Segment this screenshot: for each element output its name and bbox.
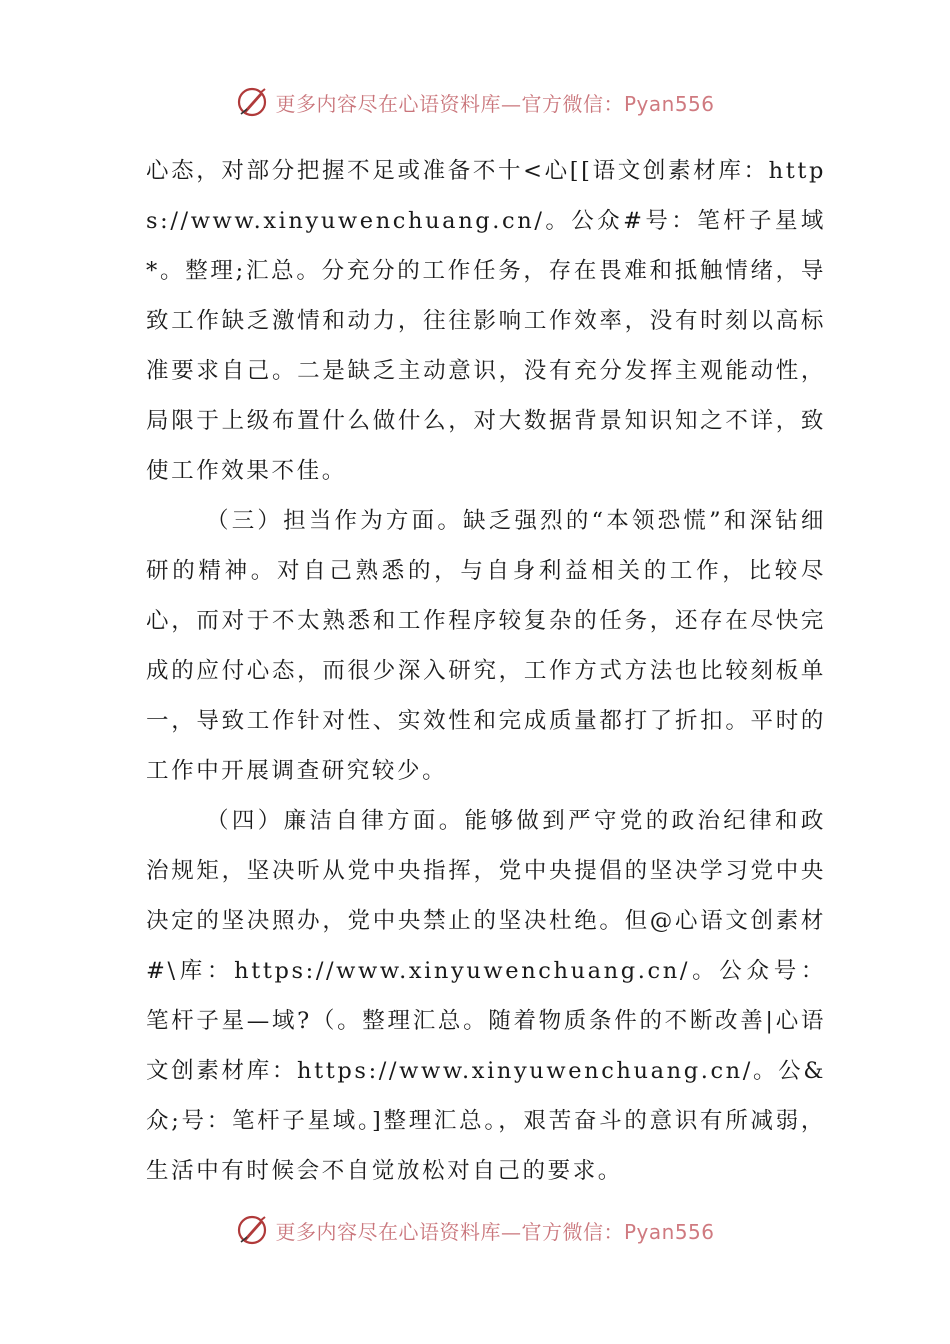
document-body bbox=[146, 146, 826, 1196]
paragraph-1: 心态，对部分把握不足或准备不十<心[[语文创素材库：https://www.xinyuwenchuang.cn/。公众#号：笔杆子星域*。整理;汇总。分充分的工作任务，存在畏难和抵触情绪，导致工作缺乏激情和动力，往往影响工作效率，没有时刻以高标准要求自己。二是缺乏主动意识，没有充分发挥主观能动性，局限于上级布置什么做什么，对大数据背景知识知之不详，致使工作效果不佳。 bbox=[146, 158, 826, 484]
footer-wechat-id: Pyan556 bbox=[623, 1219, 715, 1244]
quill-pen-logo-icon bbox=[235, 85, 269, 119]
footer-banner bbox=[0, 1210, 950, 1250]
header-banner bbox=[0, 82, 950, 122]
header-wechat-id: Pyan556 bbox=[623, 91, 715, 116]
paragraph-2: （三）担当作为方面。缺乏强烈的“本领恐慌”和深钻细研的精神。对自己熟悉的，与自身利益相关的工作，比较尽心，而对于不太熟悉和工作程序较复杂的任务，还存在尽快完成的应付心态，而很少深入研究，工作方式方法也比较刻板单一，导致工作针对性、实效性和完成质量都打了折扣。平时的工作中开展调查研究较少。 bbox=[146, 508, 826, 784]
footer-banner-text: 更多内容尽在心语资料库—官方微信：Pyan556 bbox=[275, 1219, 715, 1244]
quill-pen-logo-icon bbox=[235, 1213, 269, 1247]
header-banner-text: 更多内容尽在心语资料库—官方微信：Pyan556 bbox=[275, 91, 715, 116]
paragraph-3: （四）廉洁自律方面。能够做到严守党的政治纪律和政治规矩，坚决听从党中央指挥，党中央提倡的坚决学习党中央决定的坚决照办，党中央禁止的坚决杜绝。但@心语文创素材#\库：https://www.xinyuwenchuang.cn/。公众号：笔杆子星—域?（。整理汇总。随着物质条件的不断改善|心语文创素材库：https://www.xinyuwenchuang.cn/。公&众;号：笔杆子星域。]整理汇总。，艰苦奋斗的意识有所减弱，生活中有时候会不自觉放松对自己的要求。 bbox=[146, 808, 826, 1184]
